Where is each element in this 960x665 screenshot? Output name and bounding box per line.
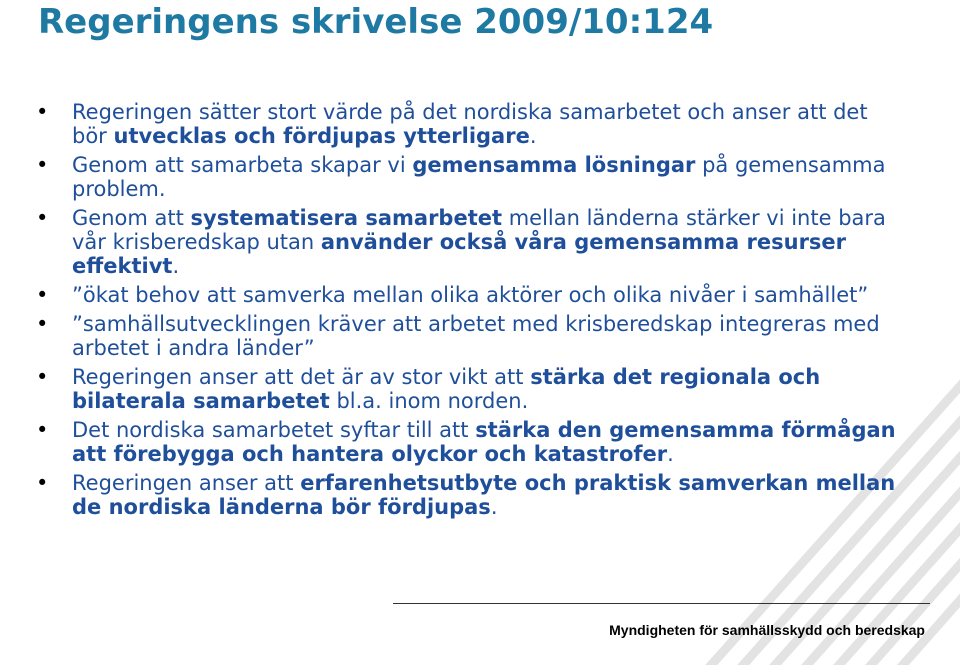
bullet-dot-icon: • xyxy=(36,206,49,230)
bullet-dot-icon: • xyxy=(36,471,49,495)
bullet-item xyxy=(28,365,908,413)
bullet-text: bl.a. inom norden. xyxy=(329,389,529,413)
bullet-text: . xyxy=(667,442,674,466)
bullet-text: Genom att samarbeta skapar vi xyxy=(72,153,413,177)
bullet-text: Regeringen anser att xyxy=(72,471,301,495)
bullet-dot-icon: • xyxy=(36,283,49,307)
bullet-text: . xyxy=(490,495,498,519)
bullet-text: Det nordiska samarbetet syftar till att xyxy=(72,418,476,442)
bullet-item xyxy=(28,153,908,201)
bullet-item xyxy=(28,312,908,360)
bullet-text: Regeringen sätter stort värde på det nordiska samarbetet och anser att det bör xyxy=(72,100,868,148)
bullet-text-bold: utvecklas och fördjupas ytterligare xyxy=(113,124,530,148)
bullet-text-bold: systematisera samarbetet xyxy=(190,206,503,230)
bullet-dot-icon: • xyxy=(36,418,49,442)
bullet-text: . xyxy=(172,254,180,278)
bullet-text-bold: stärka den gemensamma förmågan att förebygga och hantera olyckor och katastrofer xyxy=(72,418,896,466)
bullet-list xyxy=(28,100,908,524)
bullet-text: Genom att xyxy=(72,206,191,230)
bullet-item xyxy=(28,100,908,148)
bullet-text-bold: använder också våra gemensamma resurser effektivt xyxy=(72,230,847,278)
bullet-item xyxy=(28,471,908,519)
bullet-dot-icon: • xyxy=(36,312,49,336)
bullet-dot-icon: • xyxy=(36,100,49,124)
bullet-dot-icon: • xyxy=(36,365,49,389)
bullet-text: ”ökat behov att samverka mellan olika aktörer och olika nivåer i samhället” xyxy=(72,283,869,307)
bullet-item xyxy=(28,418,908,466)
bullet-item xyxy=(28,206,908,278)
bullet-text-bold: stärka det regionala och bilaterala samarbetet xyxy=(72,365,821,413)
bullet-dot-icon: • xyxy=(36,153,49,177)
bullet-text: . xyxy=(529,124,537,148)
bullet-text-bold: gemensamma lösningar xyxy=(412,153,696,177)
bullet-text-bold: erfarenhetsutbyte och praktisk samverkan mellan de nordiska länderna bör fördjupas xyxy=(72,471,896,519)
footer-divider xyxy=(393,603,930,604)
page-title: Regeringens skrivelse 2009/10:124 xyxy=(38,2,714,42)
bullet-text: Regeringen anser att det är av stor vikt att xyxy=(72,365,531,389)
bullet-text: på gemensamma problem. xyxy=(72,153,886,201)
bullet-item xyxy=(28,283,908,307)
bullet-text: mellan länderna stärker vi inte bara vår krisberedskap utan xyxy=(72,206,886,254)
footer-organization: Myndigheten för samhällsskydd och beredskap xyxy=(609,622,925,638)
bullet-text: ”samhällsutvecklingen kräver att arbetet med krisberedskap integreras med arbetet i andra länder” xyxy=(72,312,880,360)
